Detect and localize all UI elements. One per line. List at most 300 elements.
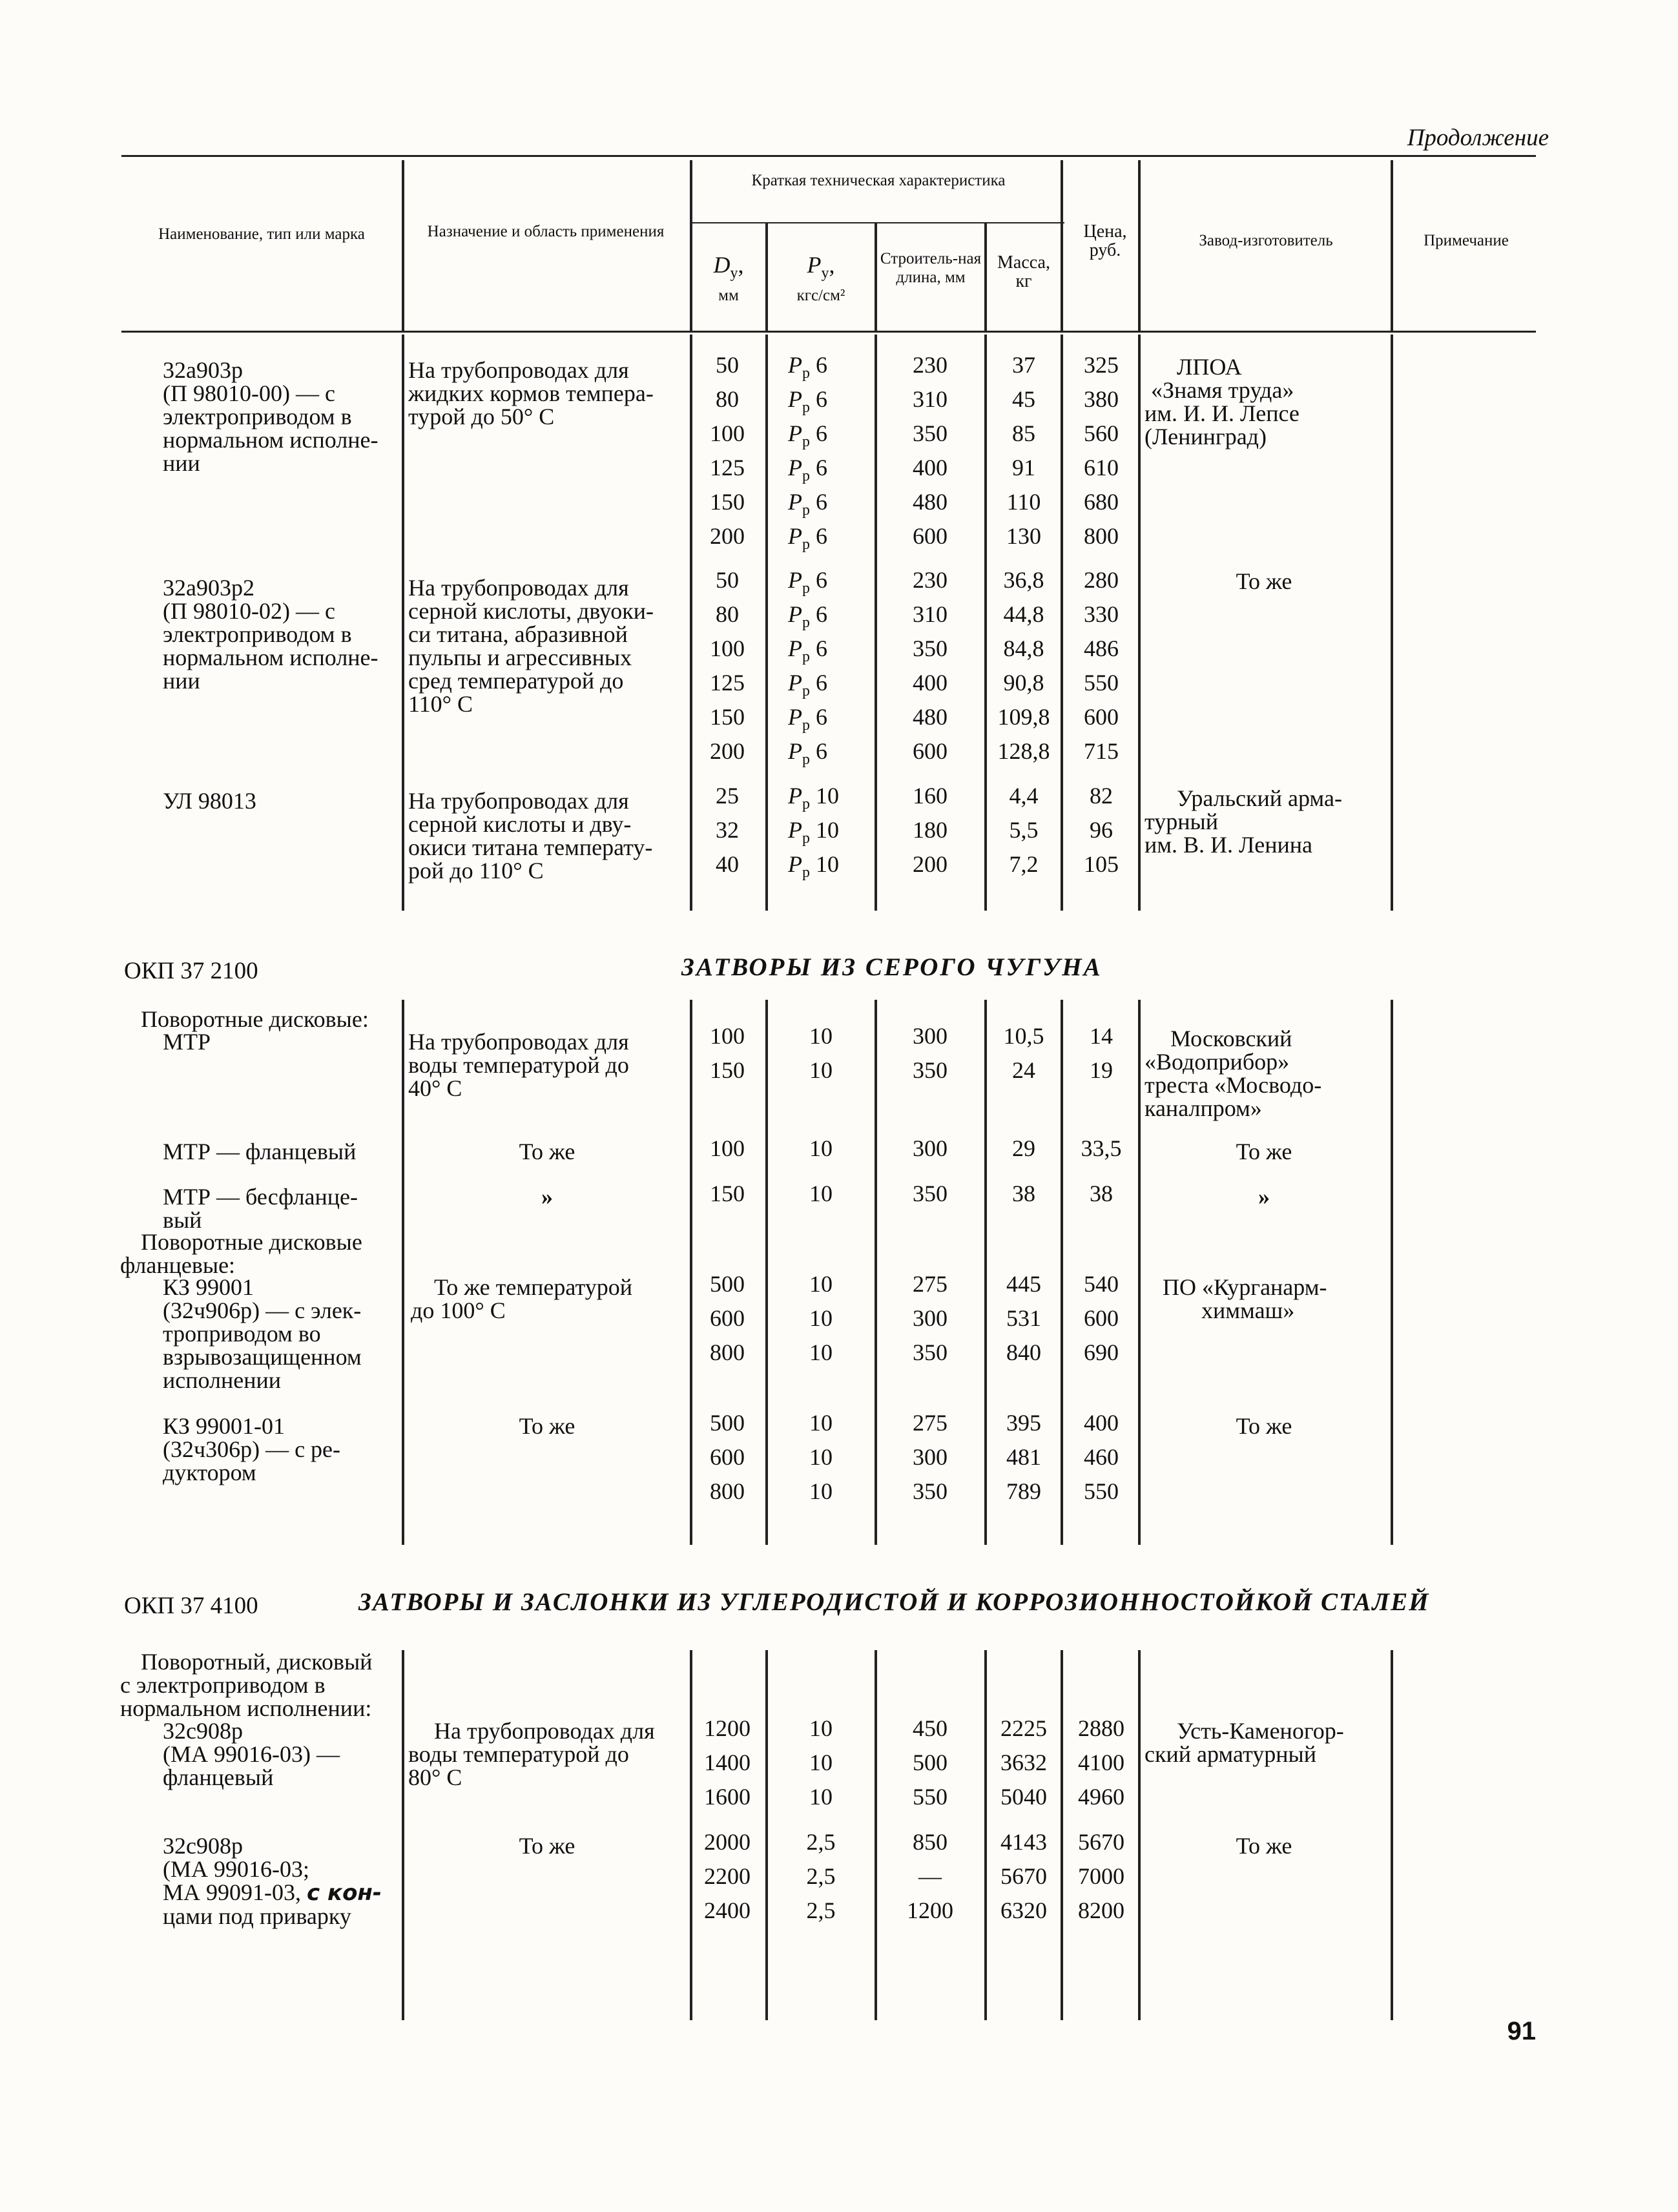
cell: 2200	[704, 1863, 751, 1889]
text-line: МТР — бесфланце-	[163, 1184, 358, 1210]
cell: 5670	[1078, 1829, 1124, 1855]
cell: 19	[1090, 1057, 1113, 1083]
text-line: МТР	[163, 1029, 211, 1055]
cell: 80	[716, 601, 739, 627]
cell: 395	[1006, 1410, 1041, 1436]
s2-b-maker	[1145, 1834, 1383, 1857]
s2-b-price	[1066, 1825, 1137, 1928]
py-value: 10	[816, 851, 839, 877]
header-py-symbol: P	[807, 252, 822, 278]
s2-a-maker	[1145, 1719, 1383, 1766]
continuation-label: Продолжение	[1407, 125, 1549, 151]
g2-py	[788, 563, 872, 769]
cell: 850	[913, 1829, 948, 1855]
text-line: си титана, абразивной	[408, 621, 628, 647]
cell: 130	[1006, 523, 1041, 549]
cell: $P_p$ 6	[788, 704, 827, 734]
s1-mtrfl-dy	[695, 1132, 760, 1166]
cell: 1200	[704, 1715, 751, 1741]
text-line: «Водоприбор»	[1145, 1049, 1290, 1075]
s1-kz1-purpose	[411, 1276, 689, 1322]
cell: 380	[1084, 386, 1119, 412]
col-line	[690, 1650, 692, 2020]
cell: 85	[1012, 420, 1035, 446]
cell: 789	[1006, 1478, 1041, 1504]
py-value: 6	[816, 455, 827, 481]
text-line: То же	[519, 1833, 575, 1859]
cell: 310	[913, 601, 948, 627]
cell: $P_p$ 10	[788, 817, 839, 847]
cell: 325	[1084, 352, 1119, 378]
s1-mtr-purpose	[408, 1030, 686, 1100]
text-line: То же	[1236, 1833, 1292, 1859]
py-value: 10	[816, 817, 839, 843]
s2-b-len	[878, 1825, 982, 1928]
cell: $P_p$ 10	[788, 851, 839, 881]
text-line: (П 98010-00) — с	[163, 380, 335, 406]
cell: 100	[710, 1023, 745, 1049]
cell: 600	[913, 738, 948, 764]
cell: 350	[913, 1478, 948, 1504]
col-line	[402, 160, 404, 331]
cell: 350	[913, 1339, 948, 1365]
s1-kz1-name	[163, 1276, 395, 1392]
text-line: Поворотный, дисковый	[141, 1649, 373, 1675]
s1-mtr-len	[878, 1019, 982, 1088]
cell: 32	[716, 817, 739, 843]
text-line: 40° С	[408, 1075, 462, 1101]
text-line: фланцевый	[163, 1764, 274, 1790]
py-value: 6	[816, 386, 827, 412]
cell: 40	[716, 851, 739, 877]
col-line	[1138, 1000, 1141, 1545]
cell: 128,8	[997, 738, 1050, 764]
cell: 600	[710, 1444, 745, 1470]
py-value: 6	[816, 420, 827, 446]
cell: 500	[913, 1750, 948, 1775]
text-line: На трубопроводах для	[408, 357, 629, 383]
page-number: 91	[1507, 2017, 1536, 2045]
col-line	[765, 1000, 768, 1545]
cell: 445	[1006, 1271, 1041, 1297]
s2-a-price	[1066, 1711, 1137, 1814]
cell: 7,2	[1009, 851, 1039, 877]
cell: 100	[710, 1135, 745, 1161]
text-line: (32ч306р) — с ре-	[163, 1436, 341, 1462]
header-dy-symbol: D	[713, 252, 730, 278]
text-line: нормальном исполнении:	[120, 1695, 372, 1721]
py-value: 6	[816, 636, 827, 661]
py-value: 6	[816, 489, 827, 515]
text-line: дуктором	[163, 1460, 256, 1485]
cell: —	[918, 1863, 942, 1889]
text-line: нормальном исполне-	[163, 645, 378, 670]
section2-code: ОКП 37 4100	[124, 1593, 258, 1619]
text-line: исполнении	[163, 1367, 282, 1393]
text-line: нии	[163, 668, 200, 694]
cell: 840	[1006, 1339, 1041, 1365]
g2-price	[1066, 563, 1137, 769]
g3-purpose	[408, 789, 686, 882]
tech-sub-rule	[690, 222, 1064, 223]
cell: 25	[716, 783, 739, 809]
cell: 330	[1084, 601, 1119, 627]
g1-purpose	[408, 358, 686, 428]
py-sub: p	[802, 751, 810, 768]
cell: 610	[1084, 455, 1119, 481]
g1-maker	[1145, 355, 1383, 448]
g2-maker	[1145, 570, 1383, 593]
cell: 10	[809, 1478, 833, 1504]
cell: $P_p$ 6	[788, 352, 827, 382]
cell: 500	[710, 1271, 745, 1297]
s1-mtr-name	[163, 1030, 211, 1053]
text-line: нии	[163, 450, 200, 476]
text-line: То же	[1236, 1413, 1292, 1439]
cell: 38	[1012, 1181, 1035, 1206]
cell: 125	[710, 670, 745, 696]
cell: 600	[913, 523, 948, 549]
cell: 10,5	[1003, 1023, 1044, 1049]
text-line: рой до 110° С	[408, 858, 544, 884]
py-sub: p	[802, 468, 810, 484]
cell: 33,5	[1081, 1135, 1122, 1161]
col-line	[402, 1000, 404, 1545]
col-line	[1061, 1650, 1063, 2020]
cell: 200	[913, 851, 948, 877]
cell: 6320	[1000, 1897, 1047, 1923]
s2-a-len	[878, 1711, 982, 1814]
py-sub: p	[802, 648, 810, 665]
cell: 2880	[1078, 1715, 1124, 1741]
cell: 10	[809, 1444, 833, 1470]
s1-mtrfl-len	[878, 1132, 982, 1166]
cell: 100	[710, 420, 745, 446]
cell: 275	[913, 1271, 948, 1297]
header-name: Наименование, тип или марка	[158, 225, 365, 243]
py-sub: p	[802, 580, 810, 597]
g2-len	[878, 563, 982, 769]
col-line	[984, 1650, 987, 2020]
s2-b-dy	[695, 1825, 760, 1928]
py-sub: p	[802, 502, 810, 519]
cell: 2,5	[806, 1829, 836, 1855]
cell: 350	[913, 636, 948, 661]
section2-title: ЗАТВОРЫ И ЗАСЛОНКИ ИЗ УГЛЕРОДИСТОЙ И КОРРОЗИОННОСТОЙКОЙ СТАЛЕЙ	[358, 1588, 1430, 1616]
py-value: 6	[816, 704, 827, 730]
s1-intro	[141, 1008, 393, 1031]
text-line: пульпы и агрессивных	[408, 645, 632, 670]
text-line: КЗ 99001	[163, 1274, 254, 1300]
py-value: 6	[816, 670, 827, 696]
header-dy-sub: у	[730, 265, 738, 282]
s2-b-mass	[988, 1825, 1059, 1928]
cell: 150	[710, 489, 745, 515]
cell: 2,5	[806, 1897, 836, 1923]
s2-a-name	[163, 1719, 395, 1789]
s1-kz1-maker	[1163, 1276, 1389, 1322]
cell: 37	[1012, 352, 1035, 378]
text-line: воды температурой до	[408, 1741, 629, 1767]
cell: 50	[716, 567, 739, 593]
cell: $P_p$ 10	[788, 783, 839, 812]
cell: 560	[1084, 420, 1119, 446]
s2-a-mass	[988, 1711, 1059, 1814]
g2-name	[163, 576, 392, 692]
s1-mtrbfl-price	[1066, 1177, 1137, 1211]
cell: 38	[1090, 1181, 1113, 1206]
s1-kz1-mass	[988, 1267, 1059, 1370]
cell: 350	[913, 1057, 948, 1083]
header-tech: Краткая техническая характеристика	[751, 172, 1006, 189]
cell: 300	[913, 1444, 948, 1470]
cell: 24	[1012, 1057, 1035, 1083]
s2-a-py	[772, 1711, 869, 1814]
g1-len	[878, 348, 982, 553]
header-bottom-rule	[121, 331, 1536, 333]
text-line: троприводом во	[163, 1321, 321, 1347]
g2-mass	[988, 563, 1059, 769]
text-line: воды температурой до	[408, 1052, 629, 1078]
cell: $P_p$ 6	[788, 420, 827, 450]
s1-mtrbfl-mass	[988, 1177, 1059, 1211]
cell: 2000	[704, 1829, 751, 1855]
cell: $P_p$ 6	[788, 455, 827, 484]
text-line: окиси титана температу-	[408, 834, 653, 860]
cell: 90,8	[1003, 670, 1044, 696]
s1-intro2	[120, 1230, 391, 1277]
cell: 400	[913, 670, 948, 696]
s1-kz1-price	[1066, 1267, 1137, 1370]
g3-dy	[695, 779, 760, 882]
py-sub: p	[802, 796, 810, 812]
text-line: На трубопроводах для	[408, 1029, 629, 1055]
cell: 84,8	[1003, 636, 1044, 661]
g1-name	[163, 358, 392, 475]
s1-mtrfl-py	[772, 1132, 869, 1166]
col-line	[402, 335, 404, 911]
s2-b-purpose	[408, 1834, 686, 1857]
cell: 200	[710, 523, 745, 549]
cell: 481	[1006, 1444, 1041, 1470]
s1-kz1-py	[772, 1267, 869, 1370]
s1-kz2-price	[1066, 1406, 1137, 1509]
s1-mtrfl-price	[1066, 1132, 1137, 1166]
cell: 230	[913, 567, 948, 593]
s1-kz2-mass	[988, 1406, 1059, 1509]
cell: 4960	[1078, 1784, 1124, 1810]
cell: 125	[710, 455, 745, 481]
header-py-sub: у	[821, 265, 829, 282]
s1-kz1-len	[878, 1267, 982, 1370]
text-line: На трубопроводах для	[408, 575, 629, 601]
cell: 2,5	[806, 1863, 836, 1889]
col-line	[1138, 160, 1141, 331]
cell: 2400	[704, 1897, 751, 1923]
cell: 91	[1012, 455, 1035, 481]
cell: $P_p$ 6	[788, 670, 827, 699]
text-line: вый	[163, 1207, 202, 1233]
text-line: электроприводом в	[163, 404, 352, 429]
col-line	[1061, 1000, 1063, 1545]
col-line	[875, 335, 877, 911]
col-line	[1391, 160, 1393, 331]
cell: 600	[1084, 1305, 1119, 1331]
cell: 5,5	[1009, 817, 1039, 843]
cell: 5040	[1000, 1784, 1047, 1810]
cell: 200	[710, 738, 745, 764]
py-sub: p	[802, 614, 810, 631]
cell: 486	[1084, 636, 1119, 661]
cell: 160	[913, 783, 948, 809]
text-line: То же	[519, 1139, 575, 1164]
s1-mtrfl-purpose	[408, 1140, 686, 1163]
cell: 10	[809, 1057, 833, 1083]
cell: 110	[1006, 489, 1041, 515]
cell: 10	[809, 1023, 833, 1049]
cell: $P_p$ 6	[788, 601, 827, 631]
col-line	[1061, 335, 1063, 911]
text-line: То же	[519, 1413, 575, 1439]
g3-maker	[1145, 787, 1383, 856]
col-line	[690, 335, 692, 911]
cell: 600	[710, 1305, 745, 1331]
text-line: На трубопроводах для	[408, 788, 629, 814]
cell: 100	[710, 636, 745, 661]
cell: 460	[1084, 1444, 1119, 1470]
text-line: (П 98010-02) — с	[163, 598, 335, 624]
cell: 10	[809, 1715, 833, 1741]
cell: 4143	[1000, 1829, 1047, 1855]
cell: 10	[809, 1784, 833, 1810]
cell: 550	[1084, 670, 1119, 696]
cell: 531	[1006, 1305, 1041, 1331]
py-sub: p	[802, 717, 810, 734]
cell: 280	[1084, 567, 1119, 593]
py-value: 6	[816, 352, 827, 378]
text-line: УЛ 98013	[163, 788, 256, 814]
s2-b-name	[163, 1834, 408, 1928]
s1-mtr-maker	[1145, 1027, 1383, 1120]
s1-kz2-len	[878, 1406, 982, 1509]
text-line: до 100° С	[411, 1297, 506, 1323]
g3-len	[878, 779, 982, 882]
s1-kz2-name	[163, 1414, 395, 1484]
col-line	[765, 1650, 768, 2020]
cell: 800	[710, 1478, 745, 1504]
header-maker: Завод-изготовитель	[1199, 232, 1333, 249]
header-purpose: Назначение и область применения	[427, 223, 665, 240]
section1-title: ЗАТВОРЫ ИЗ СЕРОГО ЧУГУНА	[681, 953, 1103, 981]
cell: 480	[913, 489, 948, 515]
col-line	[690, 1000, 692, 1545]
py-sub: p	[802, 683, 810, 699]
cell: 8200	[1078, 1897, 1124, 1923]
s1-mtrbfl-py	[772, 1177, 869, 1211]
header-mass: Масса, кг	[997, 253, 1050, 291]
text-line: фланцевые:	[120, 1252, 236, 1278]
s1-kz1-dy	[695, 1267, 760, 1370]
cell: 29	[1012, 1135, 1035, 1161]
cell: 150	[710, 1181, 745, 1206]
cell: 540	[1084, 1271, 1119, 1297]
cell: 300	[913, 1305, 948, 1331]
py-sub: p	[802, 365, 810, 382]
text-line: Поворотные дисковые	[141, 1229, 362, 1255]
g3-mass	[988, 779, 1059, 882]
text-line: 80° С	[408, 1764, 462, 1790]
cell: 800	[710, 1339, 745, 1365]
col-line	[984, 335, 987, 911]
cell: 480	[913, 704, 948, 730]
cell: 400	[1084, 1410, 1119, 1436]
cell: 300	[913, 1023, 948, 1049]
header-price: Цена, руб.	[1083, 222, 1127, 260]
cell: 1600	[704, 1784, 751, 1810]
cell: 3632	[1000, 1750, 1047, 1775]
col-line	[1138, 1650, 1141, 2020]
cell: 350	[913, 420, 948, 446]
text-line: 32а903р2	[163, 575, 254, 601]
s1-kz2-py	[772, 1406, 869, 1509]
g1-mass	[988, 348, 1059, 553]
s1-mtrbfl-name	[163, 1185, 358, 1232]
py-sub: p	[802, 830, 810, 847]
py-sub: p	[802, 433, 810, 450]
header-py: $P_у$, кгс/см²	[768, 252, 874, 305]
g2-dy	[695, 563, 760, 769]
header-length: Строитель-ная длина, мм	[880, 250, 982, 286]
text-line: ПО «Курганарм-	[1163, 1274, 1327, 1300]
cell: 275	[913, 1410, 948, 1436]
s2-intro	[120, 1650, 391, 1720]
cell: 14	[1090, 1023, 1113, 1049]
py-sub: p	[802, 864, 810, 881]
cell: 82	[1090, 783, 1113, 809]
cell: 230	[913, 352, 948, 378]
cell: 300	[913, 1135, 948, 1161]
header-note: Примечание	[1424, 232, 1509, 249]
py-value: 10	[816, 783, 839, 809]
s1-mtrfl-maker	[1145, 1140, 1383, 1163]
cell: 310	[913, 386, 948, 412]
text-line: То же	[1236, 1139, 1292, 1164]
text-line: »	[541, 1184, 553, 1210]
s1-mtr-dy	[695, 1019, 760, 1088]
py-value: 6	[816, 601, 827, 627]
cell: 715	[1084, 738, 1119, 764]
cell: 150	[710, 704, 745, 730]
g3-price	[1066, 779, 1137, 882]
text-line: Московский	[1170, 1026, 1292, 1051]
cell: 4,4	[1009, 783, 1039, 809]
cell: 180	[913, 817, 948, 843]
text-line: ЛПОА	[1177, 354, 1242, 380]
text-line: «Знамя труда»	[1151, 377, 1294, 403]
text-line: с электроприводом в	[120, 1672, 326, 1698]
py-value: 6	[816, 567, 827, 593]
text-line: химмаш»	[1201, 1297, 1295, 1323]
cell: 690	[1084, 1339, 1119, 1365]
text-part: МА 99091-03,	[163, 1879, 301, 1905]
cell: 10	[809, 1750, 833, 1775]
s1-mtrbfl-maker	[1145, 1185, 1383, 1208]
cell: 10	[809, 1339, 833, 1365]
s1-kz2-maker	[1145, 1414, 1383, 1438]
text-line: 32с908р	[163, 1833, 243, 1859]
cell: $P_p$ 6	[788, 386, 827, 416]
cell: 109,8	[997, 704, 1050, 730]
